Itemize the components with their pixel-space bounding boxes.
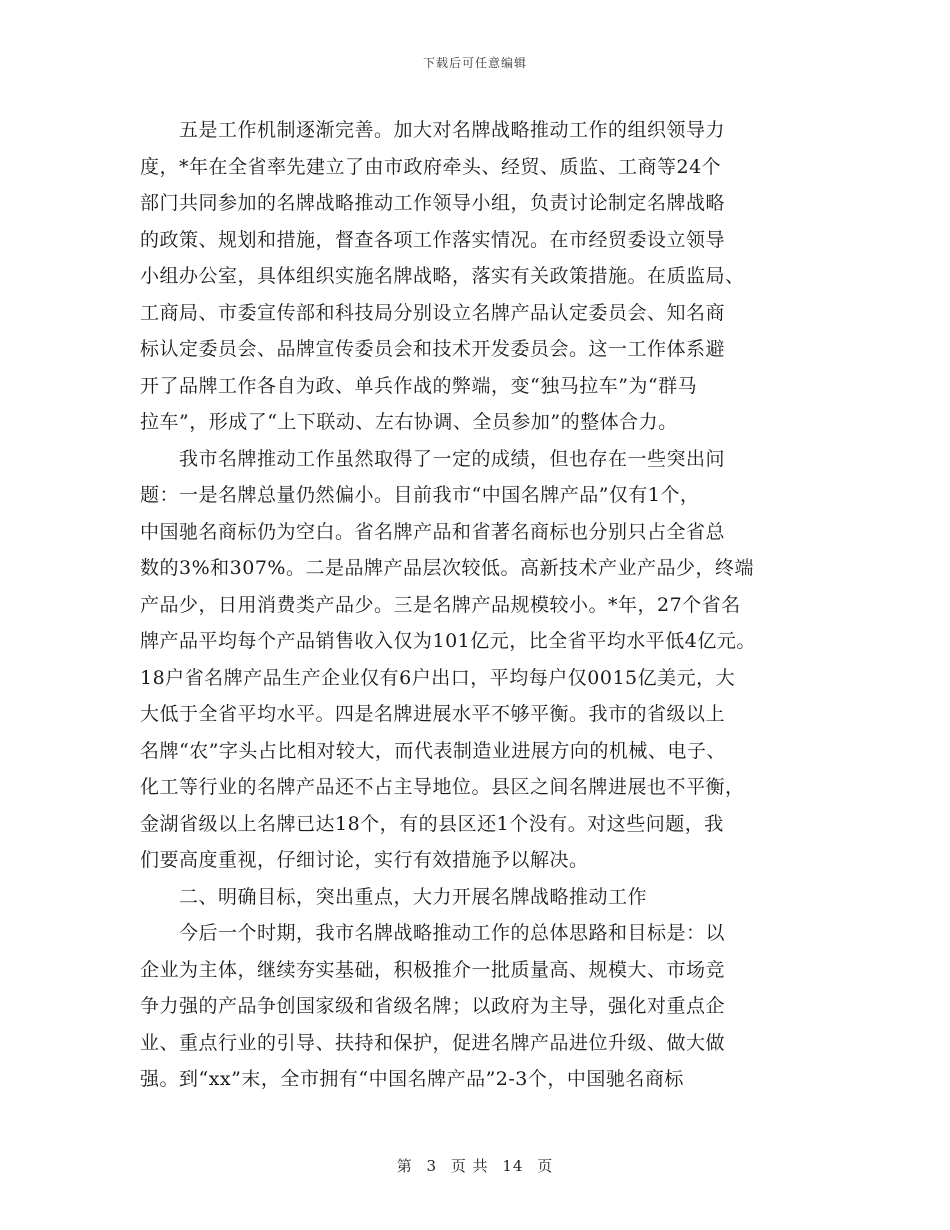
text-line: 18户省名牌产品生产企业仅有6户出口，平均每户仅0015亿美元，大	[140, 666, 736, 689]
text-line: 标认定委员会、品牌宣传委员会和技术开发委员会。这一工作体系避	[140, 338, 726, 360]
text-line: 强。到“xx”末，全市拥有“中国名牌产品”2-3个，中国驰名商标	[140, 1068, 684, 1090]
text-line: 五是工作机制逐渐完善。加大对名牌战略推动工作的组织领导力	[140, 119, 726, 141]
text-line: 争力强的产品争创国家级和省级名牌；以政府为主导，强化对重点企	[140, 995, 726, 1017]
footer-middle: 页 共	[450, 1157, 489, 1175]
text-line: 牌产品平均每个产品销售收入仅为101亿元，比全省平均水平低4亿元。	[140, 630, 756, 652]
text-line: 度，*年在全省率先建立了由市政府牵头、经贸、质监、工商等24个	[140, 155, 722, 178]
text-line: 金湖省级以上名牌已达18个，有的县区还1个没有。对这些问题，我	[140, 812, 724, 835]
text-line: 数的3%和307%。二是品牌产品层次较低。高新技术产业产品少，终端	[140, 557, 754, 579]
footer-suffix: 页	[537, 1157, 554, 1175]
text-line: 产品少，日用消费类产品少。三是名牌产品规模较小。*年，27个省名	[140, 593, 741, 616]
text-line: 企业为主体，继续夯实基础，积极推介一批质量高、规模大、市场竞	[140, 958, 726, 981]
text-line: 二、明确目标，突出重点，大力开展名牌战略推动工作	[140, 885, 648, 908]
footer-total-pages: 14	[502, 1157, 524, 1175]
footer-prefix: 第	[396, 1157, 413, 1175]
footer-page-number: 3	[426, 1157, 438, 1175]
text-line: 开了品牌工作各自为政、单兵作战的弊端，变“独马拉车”为“群马	[140, 374, 698, 397]
page-footer	[0, 1155, 950, 1176]
text-line: 小组办公室，具体组织实施名牌战略，落实有关政策措施。在质监局、	[140, 265, 745, 287]
page-header: 下载后可任意编辑	[422, 56, 527, 70]
text-line: 的政策、规划和措施，督查各项工作落实情况。在市经贸委设立领导	[140, 228, 726, 251]
text-line: 们要高度重视，仔细讨论，实行有效措施予以解决。	[140, 849, 589, 871]
text-line: 化工等行业的名牌产品还不占主导地位。县区之间名牌进展也不平衡，	[140, 776, 745, 798]
text-line: 大低于全省平均水平。四是名牌进展水平不够平衡。我市的省级以上	[140, 703, 726, 725]
text-line: 工商局、市委宣传部和科技局分别设立名牌产品认定委员会、知名商	[140, 301, 726, 324]
text-line: 今后一个时期，我市名牌战略推动工作的总体思路和目标是：以	[140, 922, 726, 944]
text-line: 部门共同参加的名牌战略推动工作领导小组，负责讨论制定名牌战略	[140, 192, 726, 214]
text-line: 拉车”，形成了“上下联动、左右协调、全员参加”的整体合力。	[140, 411, 678, 433]
body-text	[140, 112, 830, 1098]
text-line: 中国驰名商标仍为空白。省名牌产品和省著名商标也分别只占全省总	[140, 520, 726, 543]
text-line: 题：一是名牌总量仍然偏小。目前我市“中国名牌产品”仅有1个，	[140, 484, 700, 506]
text-line: 名牌“农”字头占比相对较大，而代表制造业进展方向的机械、电子、	[140, 739, 726, 762]
text-line: 业、重点行业的引导、扶持和保护，促进名牌产品进位升级、做大做	[140, 1031, 726, 1054]
text-line: 我市名牌推动工作虽然取得了一定的成绩，但也存在一些突出问	[140, 447, 726, 470]
